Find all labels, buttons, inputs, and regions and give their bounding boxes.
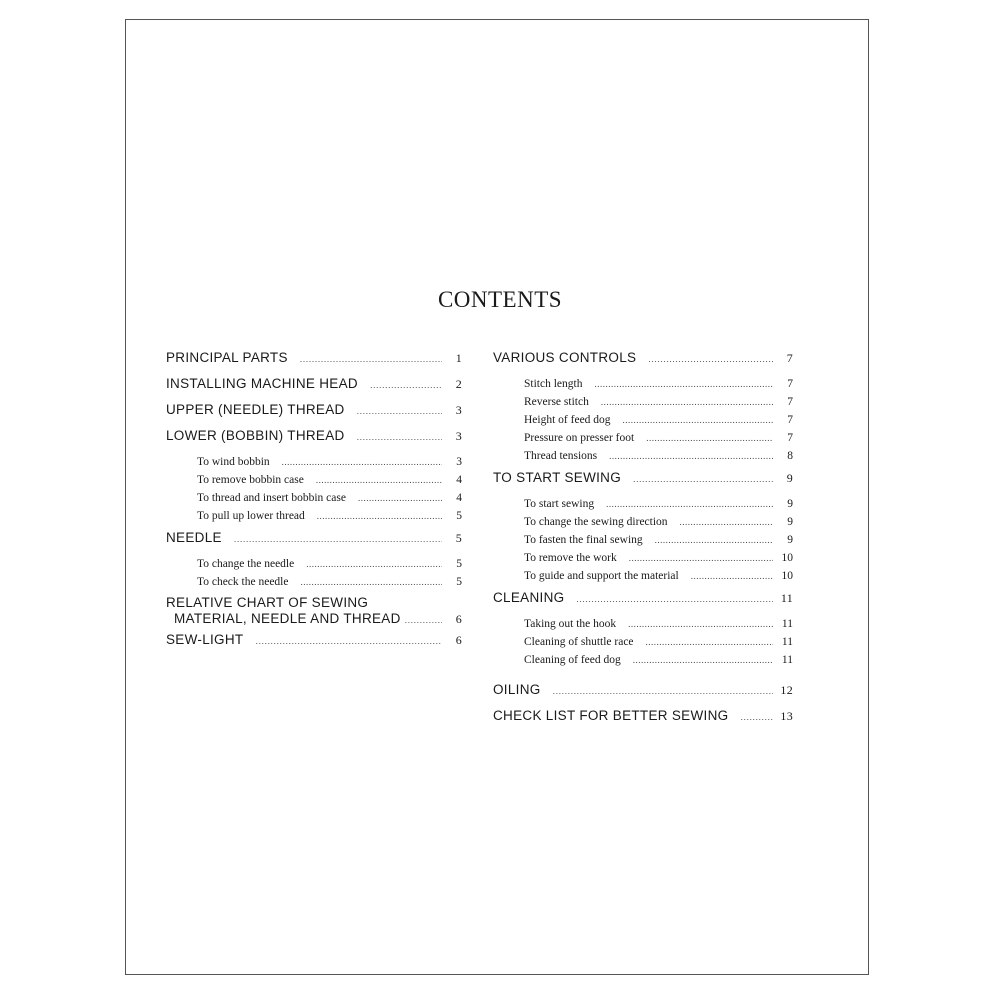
toc-entry-label: Pressure on presser foot bbox=[524, 432, 635, 444]
toc-subentry-change-sewing-direction[interactable] bbox=[493, 513, 793, 531]
toc-entry-page: 7 bbox=[787, 432, 793, 444]
toc-entry-label: RELATIVE CHART OF SEWING bbox=[166, 595, 369, 610]
toc-subentry-guide-support-material[interactable] bbox=[493, 567, 793, 585]
dot-leader bbox=[300, 573, 442, 591]
toc-subentry-taking-out-hook[interactable] bbox=[493, 615, 793, 633]
toc-entry-label: Cleaning of feed dog bbox=[524, 654, 621, 666]
toc-entry-relative-chart[interactable] bbox=[166, 595, 462, 627]
toc-entry-needle[interactable] bbox=[166, 525, 462, 551]
toc-entry-page: 9 bbox=[787, 498, 793, 510]
toc-entry-label: NEEDLE bbox=[166, 530, 222, 545]
toc-entry-page: 7 bbox=[787, 396, 793, 408]
toc-entry-label: VARIOUS CONTROLS bbox=[493, 350, 637, 365]
toc-entry-label: SEW-LIGHT bbox=[166, 632, 244, 647]
dot-leader bbox=[691, 567, 773, 585]
toc-entry-label: To pull up lower thread bbox=[197, 510, 305, 522]
toc-entry-page: 5 bbox=[456, 510, 462, 522]
toc-entry-page: 7 bbox=[787, 414, 793, 426]
toc-subentry-thread-insert-bobbin-case[interactable] bbox=[166, 489, 462, 507]
toc-entry-lower-bobbin-thread[interactable] bbox=[166, 423, 462, 449]
toc-subentry-remove-bobbin-case[interactable] bbox=[166, 471, 462, 489]
dot-leader bbox=[680, 513, 773, 531]
dot-leader bbox=[234, 526, 442, 552]
toc-entry-to-start-sewing[interactable] bbox=[493, 465, 793, 491]
toc-entry-label: Reverse stitch bbox=[524, 396, 589, 408]
dot-leader bbox=[594, 375, 773, 393]
toc-entry-label: To thread and insert bobbin case bbox=[197, 492, 346, 504]
dot-leader bbox=[316, 471, 442, 489]
toc-entry-page: 9 bbox=[787, 534, 793, 546]
toc-subentry-reverse-stitch[interactable] bbox=[493, 393, 793, 411]
toc-entry-label: TO START SEWING bbox=[493, 470, 622, 485]
toc-entry-various-controls[interactable] bbox=[493, 345, 793, 371]
dot-leader bbox=[629, 549, 773, 567]
toc-entry-label: CHECK LIST FOR BETTER SEWING bbox=[493, 708, 729, 723]
toc-subentry-wind-bobbin[interactable] bbox=[166, 453, 462, 471]
dot-leader bbox=[609, 447, 773, 465]
toc-entry-label: Cleaning of shuttle race bbox=[524, 636, 634, 648]
toc-entry-page: 7 bbox=[786, 351, 793, 365]
toc-entry-label: INSTALLING MACHINE HEAD bbox=[166, 376, 358, 391]
page-title: CONTENTS bbox=[437, 287, 563, 312]
dot-leader bbox=[606, 495, 773, 513]
toc-entry-label: UPPER (NEEDLE) THREAD bbox=[166, 402, 345, 417]
toc-entry-page: 7 bbox=[787, 378, 793, 390]
dot-leader bbox=[601, 393, 773, 411]
toc-entry-page: 6 bbox=[455, 633, 462, 647]
toc-entry-page: 11 bbox=[781, 654, 793, 666]
dot-leader bbox=[646, 633, 773, 651]
toc-entry-page: 6 bbox=[455, 612, 462, 626]
toc-entry-label: To change the sewing direction bbox=[524, 516, 668, 528]
toc-entry-cleaning[interactable] bbox=[493, 585, 793, 611]
toc-entry-label: To remove bobbin case bbox=[197, 474, 304, 486]
dot-leader bbox=[255, 628, 442, 654]
toc-left-column bbox=[166, 345, 462, 653]
toc-entry-page: 12 bbox=[780, 683, 793, 697]
toc-entry-oiling[interactable] bbox=[493, 677, 793, 703]
toc-subentry-start-sewing[interactable] bbox=[493, 495, 793, 513]
toc-entry-page: 10 bbox=[781, 552, 793, 564]
dot-leader bbox=[300, 346, 442, 372]
toc-entry-label: To guide and support the material bbox=[524, 570, 679, 582]
toc-entry-page: 5 bbox=[456, 576, 462, 588]
toc-right-column bbox=[493, 345, 793, 729]
toc-entry-page: 3 bbox=[455, 403, 462, 417]
toc-subentry-pull-up-lower-thread[interactable] bbox=[166, 507, 462, 525]
toc-entry-page: 13 bbox=[780, 709, 793, 723]
toc-entry-label: Height of feed dog bbox=[524, 414, 611, 426]
dot-leader bbox=[306, 555, 442, 573]
toc-entry-label: To check the needle bbox=[197, 576, 289, 588]
toc-entry-page: 8 bbox=[787, 450, 793, 462]
toc-entry-page: 4 bbox=[456, 492, 462, 504]
toc-subentry-remove-work[interactable] bbox=[493, 549, 793, 567]
toc-entry-label: LOWER (BOBBIN) THREAD bbox=[166, 428, 345, 443]
toc-entry-principal-parts[interactable] bbox=[166, 345, 462, 371]
toc-entry-label: To remove the work bbox=[524, 552, 617, 564]
dot-leader bbox=[623, 411, 773, 429]
dot-leader bbox=[317, 507, 442, 525]
toc-subentry-fasten-final-sewing[interactable] bbox=[493, 531, 793, 549]
toc-entry-label: PRINCIPAL PARTS bbox=[166, 350, 288, 365]
toc-subentry-check-needle[interactable] bbox=[166, 573, 462, 591]
toc-subentry-pressure-presser-foot[interactable] bbox=[493, 429, 793, 447]
dot-leader bbox=[357, 398, 442, 424]
dot-leader bbox=[576, 586, 773, 612]
toc-entry-label: Stitch length bbox=[524, 378, 583, 390]
toc-entry-page: 2 bbox=[455, 377, 462, 391]
toc-subentry-stitch-length[interactable] bbox=[493, 375, 793, 393]
toc-entry-page: 11 bbox=[780, 591, 793, 605]
toc-entry-page: 4 bbox=[456, 474, 462, 486]
toc-entry-page: 5 bbox=[456, 558, 462, 570]
dot-leader bbox=[553, 678, 773, 704]
toc-entry-page: 3 bbox=[456, 456, 462, 468]
toc-entry-label: To start sewing bbox=[524, 498, 595, 510]
dot-leader bbox=[646, 429, 773, 447]
toc-entry-page: 11 bbox=[781, 636, 793, 648]
toc-entry-installing-machine-head[interactable] bbox=[166, 371, 462, 397]
toc-entry-upper-needle-thread[interactable] bbox=[166, 397, 462, 423]
toc-entry-label: OILING bbox=[493, 682, 541, 697]
dot-leader bbox=[648, 346, 773, 372]
dot-leader bbox=[633, 651, 773, 669]
toc-entry-page: 10 bbox=[781, 570, 793, 582]
toc-entry-page: 3 bbox=[455, 429, 462, 443]
toc-entry-label: Thread tensions bbox=[524, 450, 598, 462]
dot-leader bbox=[358, 489, 442, 507]
toc-subentry-cleaning-feed-dog[interactable] bbox=[493, 651, 793, 669]
toc-entry-label: CLEANING bbox=[493, 590, 565, 605]
toc-entry-page: 9 bbox=[786, 471, 793, 485]
dot-leader bbox=[282, 453, 442, 471]
dot-leader bbox=[655, 531, 773, 549]
toc-entry-page: 11 bbox=[781, 618, 793, 630]
toc-entry-page: 1 bbox=[455, 351, 462, 365]
toc-entry-label: To fasten the final sewing bbox=[524, 534, 643, 546]
toc-entry-page: 9 bbox=[787, 516, 793, 528]
dot-leader bbox=[357, 424, 442, 450]
dot-leader bbox=[633, 466, 773, 492]
toc-entry-label: Taking out the hook bbox=[524, 618, 617, 630]
toc-entry-label: To wind bobbin bbox=[197, 456, 270, 468]
toc-subentry-height-feed-dog[interactable] bbox=[493, 411, 793, 429]
dot-leader bbox=[628, 615, 773, 633]
toc-entry-page: 5 bbox=[455, 531, 462, 545]
toc-subentry-cleaning-shuttle-race[interactable] bbox=[493, 633, 793, 651]
dot-leader bbox=[370, 372, 442, 398]
dot-leader bbox=[405, 612, 442, 628]
toc-entry-check-list[interactable] bbox=[493, 703, 793, 729]
toc-entry-label: To change the needle bbox=[197, 558, 295, 570]
toc-subentry-thread-tensions[interactable] bbox=[493, 447, 793, 465]
toc-subentry-change-needle[interactable] bbox=[166, 555, 462, 573]
toc-entry-label-line2: MATERIAL, NEEDLE AND THREAD bbox=[174, 611, 401, 626]
toc-entry-sew-light[interactable] bbox=[166, 627, 462, 653]
dot-leader bbox=[740, 704, 773, 730]
